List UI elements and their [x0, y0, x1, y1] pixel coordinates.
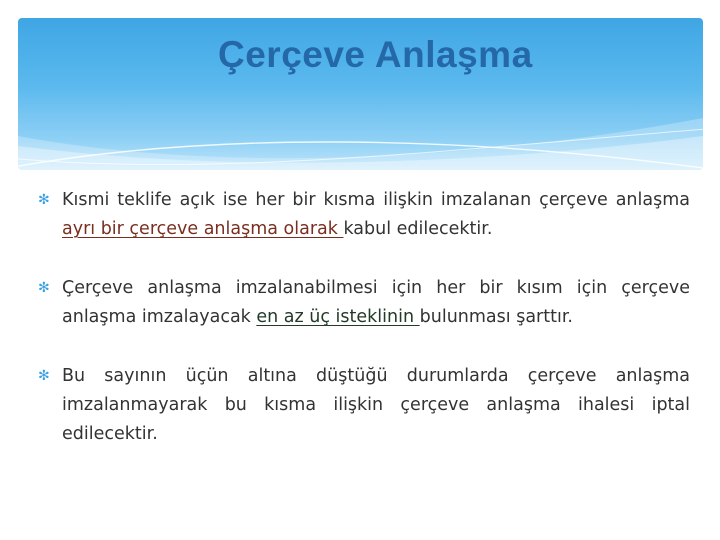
bullet-2-emphasis: en az üç isteklinin	[256, 307, 420, 327]
bullet-3-text: Bu sayının üçün altına düştüğü durumlarda çerçeve anlaşma imzalanmayarak bu kısma ilişkin çerçeve anlaşma ihalesi iptal edilecektir.	[62, 366, 690, 444]
bullet-1-text: Kısmi teklife açık ise her bir kısma ilişkin imzalanan çerçeve anlaşma	[62, 190, 690, 210]
asterisk-bullet-icon: ✻	[38, 368, 50, 384]
bullet-item-2	[38, 274, 690, 332]
bullet-item-1	[38, 186, 690, 244]
bullet-list	[38, 186, 690, 479]
bullet-2-text: Çerçeve anlaşma imzalanabilmesi için her bir kısım için çerçeve anlaşma imzalayacak	[62, 278, 690, 327]
asterisk-bullet-icon: ✻	[38, 192, 50, 208]
slide-title: Çerçeve Anlaşma	[218, 34, 533, 75]
bullet-item-3	[38, 362, 690, 449]
bullet-1-emphasis: ayrı bir çerçeve anlaşma olarak	[62, 219, 344, 239]
bullet-2-text-end: bulunması şarttır.	[419, 307, 573, 327]
asterisk-bullet-icon: ✻	[38, 280, 50, 296]
bullet-1-text-end: kabul edilecektir.	[343, 219, 493, 239]
